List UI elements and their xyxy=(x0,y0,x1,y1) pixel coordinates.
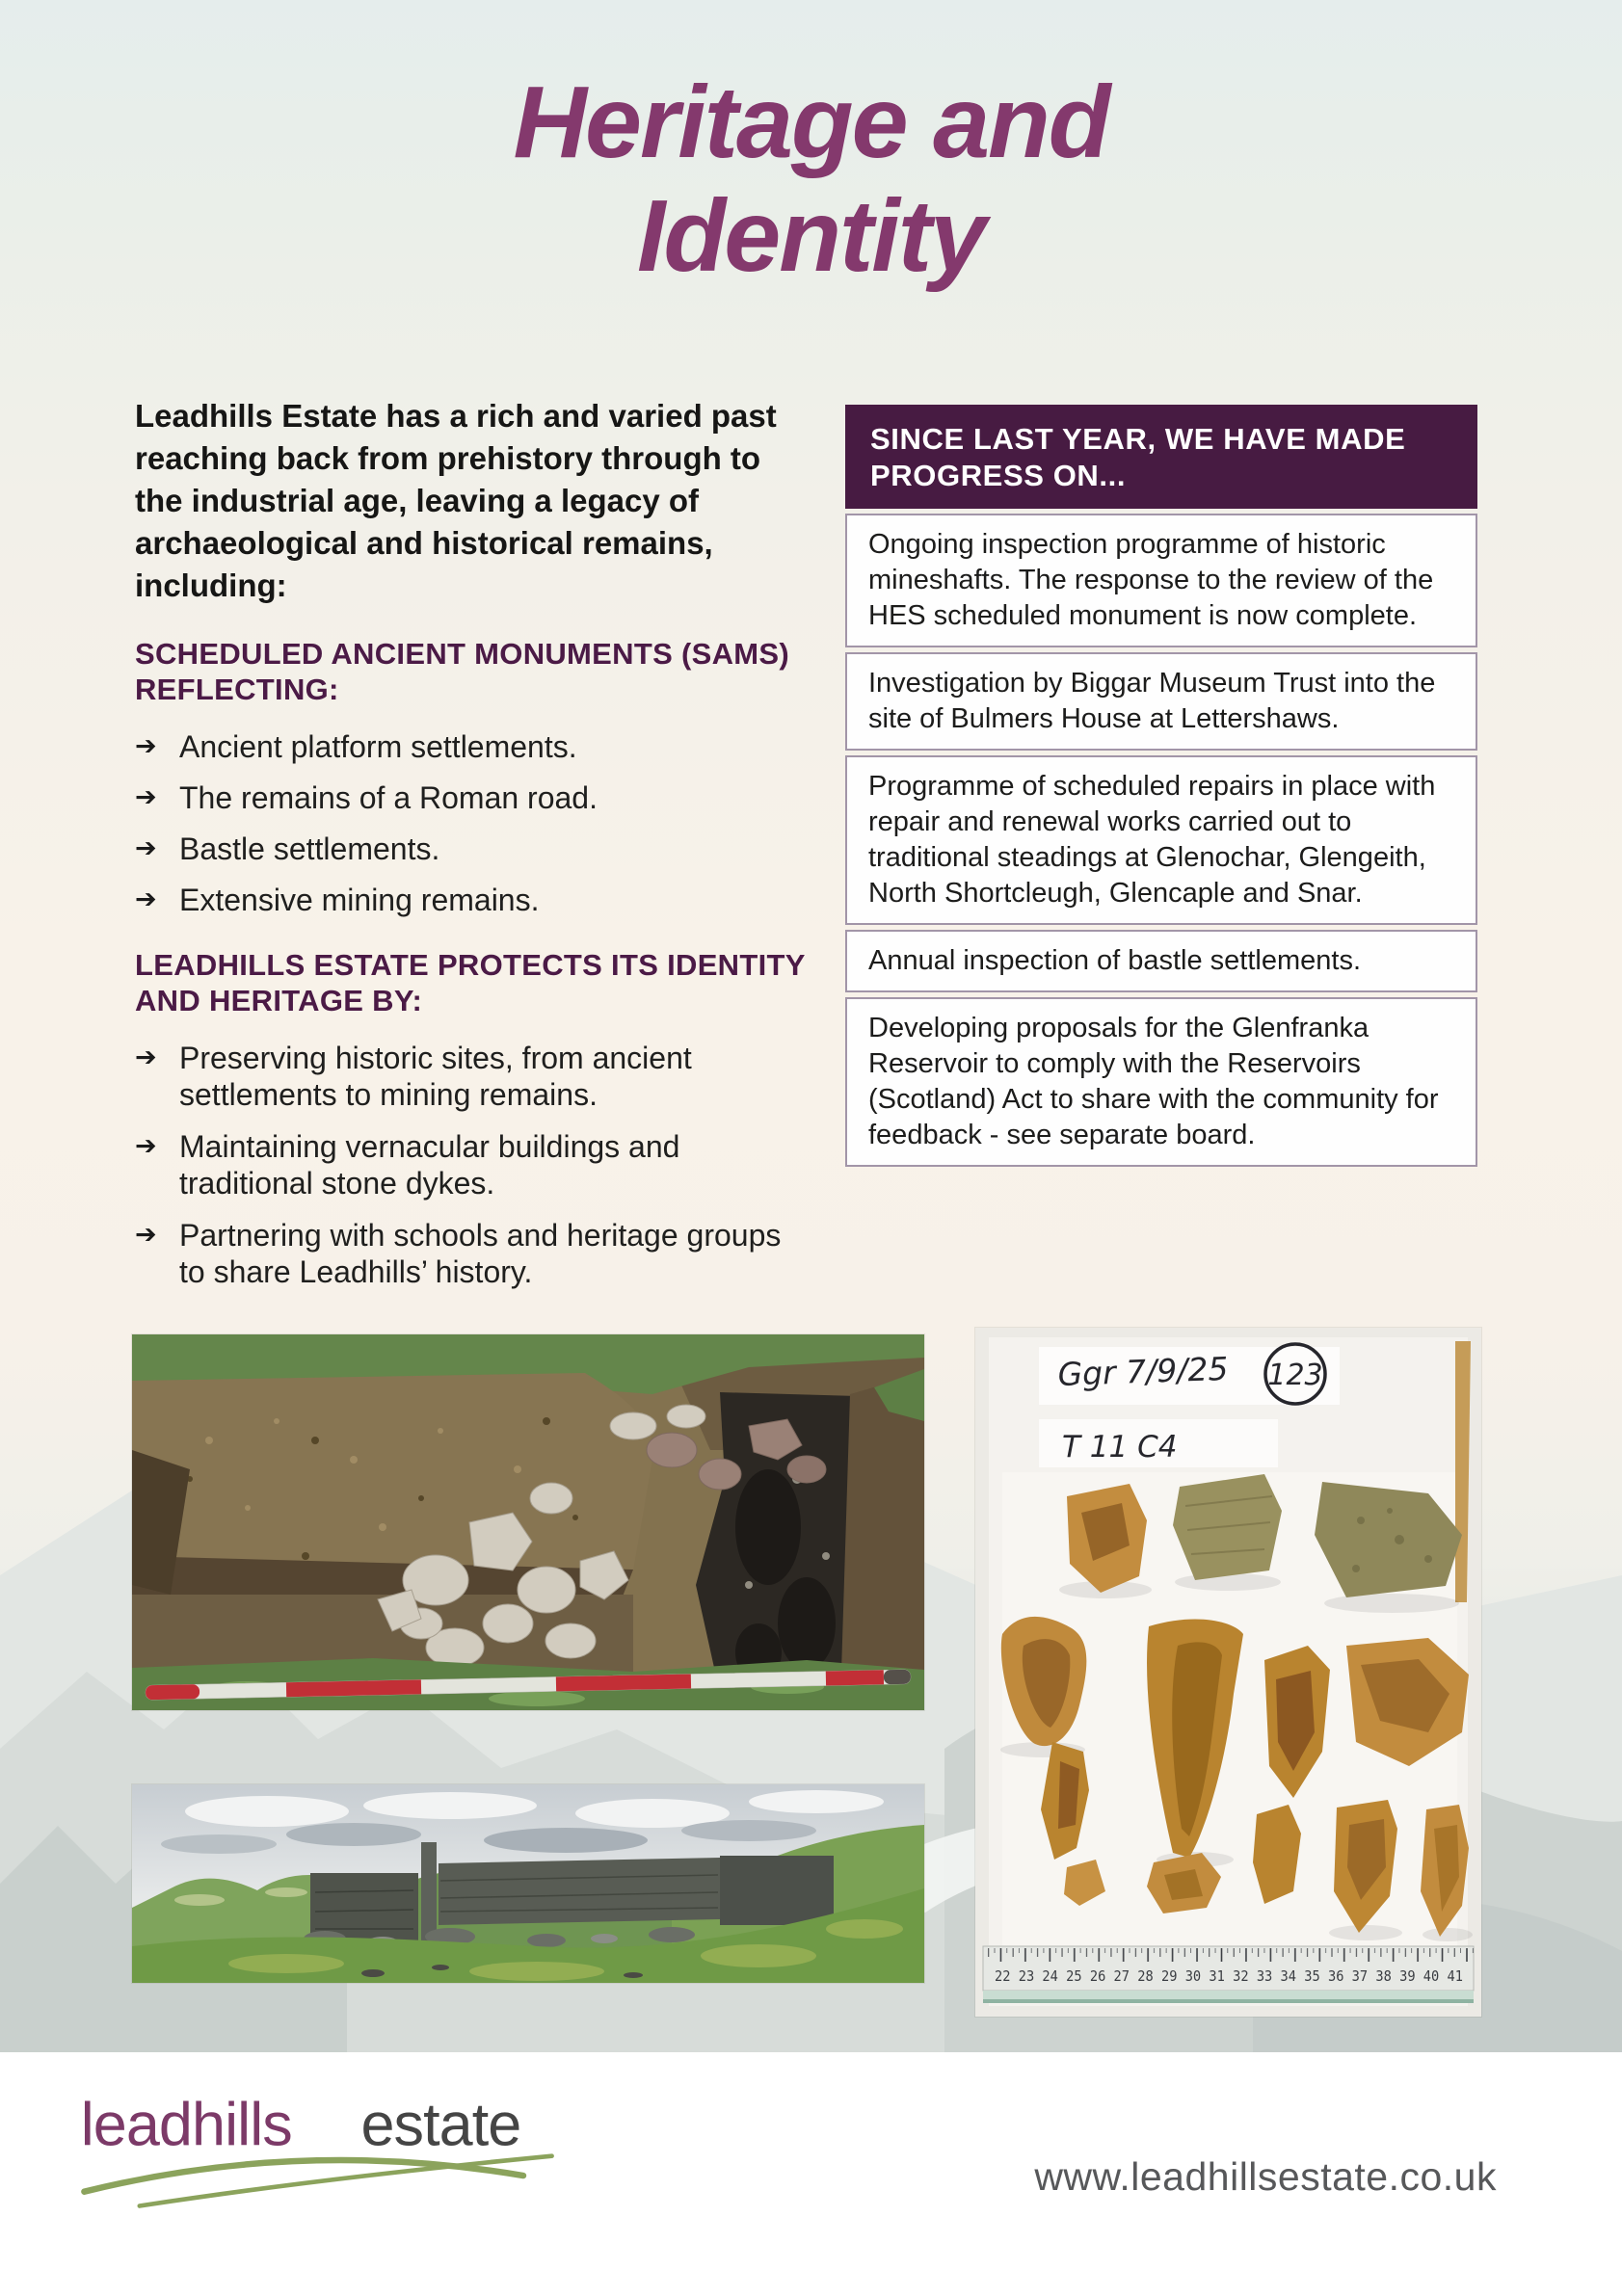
list-item-text: Extensive mining remains. xyxy=(179,883,540,917)
logo-hills-swoosh-icon xyxy=(84,2156,551,2206)
ruler-numbers: 22 23 24 25 26 27 28 29 30 31 32 33 34 35 36 37 38 39 40 41 xyxy=(995,1967,1463,1985)
left-column xyxy=(135,395,810,1306)
list-item xyxy=(135,882,810,918)
finds-label-line2: T 11 C4 xyxy=(1062,1430,1178,1465)
progress-item: Programme of scheduled repairs in place with repair and renewal works carried out to traditional steadings at Glenochar, Glengeith, North Shortcleugh, Glencaple and Snar. xyxy=(845,755,1477,925)
list-item xyxy=(135,1217,810,1290)
sams-list xyxy=(135,728,810,918)
arrow-bullet-icon: ➔ xyxy=(135,884,157,913)
progress-item: Annual inspection of bastle settlements. xyxy=(845,930,1477,992)
progress-panel-heading: SINCE LAST YEAR, WE HAVE MADE PROGRESS ON... xyxy=(845,405,1477,509)
list-item-text: Partnering with schools and heritage groups to share Leadhills’ history. xyxy=(179,1218,782,1289)
logo-text-estate: estate xyxy=(360,2091,521,2159)
list-item xyxy=(135,728,810,765)
sams-heading: SCHEDULED ANCIENT MONUMENTS (SAMS) REFLECTING: xyxy=(135,637,789,706)
arrow-bullet-icon: ➔ xyxy=(135,833,157,862)
progress-panel xyxy=(845,405,1477,1167)
logo-text-leadhills: leadhills xyxy=(80,2091,292,2159)
list-item-text: Maintaining vernacular buildings and traditional stone dykes. xyxy=(179,1129,680,1201)
ruins-landscape-photo xyxy=(132,1784,924,1983)
list-item xyxy=(135,779,810,816)
page-title xyxy=(0,66,1622,293)
list-item xyxy=(135,1040,810,1113)
list-item xyxy=(135,1128,810,1201)
leadhills-estate-logo xyxy=(77,2068,559,2236)
page-title-line2: Identity xyxy=(637,179,985,293)
page-title-line1: Heritage and xyxy=(513,66,1109,179)
pottery-finds-photo xyxy=(975,1328,1481,2017)
arrow-bullet-icon: ➔ xyxy=(135,1131,157,1160)
list-item xyxy=(135,831,810,867)
list-item-text: Preserving historic sites, from ancient settlements to mining remains. xyxy=(179,1041,692,1112)
arrow-bullet-icon: ➔ xyxy=(135,731,157,760)
list-item-text: Ancient platform settlements. xyxy=(179,729,577,764)
website-url: www.leadhillsestate.co.uk xyxy=(1034,2154,1497,2199)
list-item-text: Bastle settlements. xyxy=(179,831,440,866)
excavation-photo xyxy=(132,1334,924,1710)
arrow-bullet-icon: ➔ xyxy=(135,1042,157,1071)
arrow-bullet-icon: ➔ xyxy=(135,1220,157,1249)
list-item-text: The remains of a Roman road. xyxy=(179,780,598,815)
progress-item: Developing proposals for the Glenfranka Reservoir to comply with the Reservoirs (Scotland) Act to share with the community for feedback - see separate board. xyxy=(845,997,1477,1167)
intro-paragraph: Leadhills Estate has a rich and varied past reaching back from prehistory through to the industrial age, leaving a legacy of archaeological and historical remains, including: xyxy=(135,398,777,603)
finds-label-line1: Ggr 7/9/25 xyxy=(1056,1349,1229,1393)
protects-heading: LEADHILLS ESTATE PROTECTS ITS IDENTITY AND HERITAGE BY: xyxy=(135,948,806,1017)
finds-label-circled-number: 123 xyxy=(1267,1359,1323,1392)
progress-item: Investigation by Biggar Museum Trust into the site of Bulmers House at Lettershaws. xyxy=(845,652,1477,751)
protects-list xyxy=(135,1040,810,1290)
progress-item: Ongoing inspection programme of historic mineshafts. The response to the review of the HES scheduled monument is now complete. xyxy=(845,514,1477,647)
arrow-bullet-icon: ➔ xyxy=(135,782,157,811)
ruler-graphic xyxy=(983,1946,1474,2003)
